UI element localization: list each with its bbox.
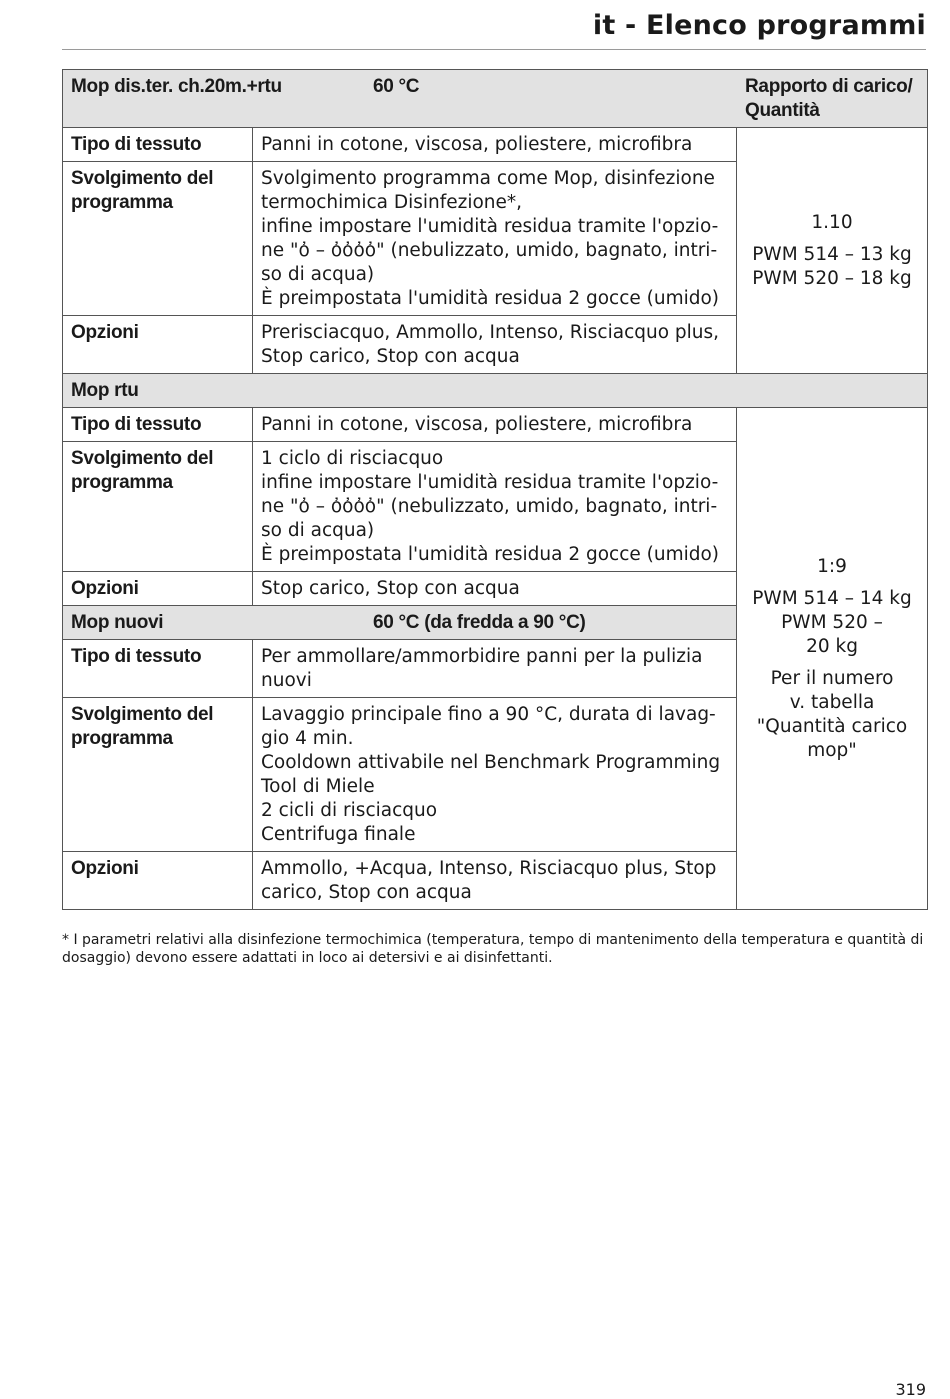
row-label-fabric: Tipo di tessuto <box>63 128 253 162</box>
row-value-fabric: Panni in cotone, viscosa, poliestere, microfibra <box>253 128 737 162</box>
footnote: * I parametri relativi alla disinfezione termochimica (temperatura, tempo di mantenimento della temperatura e quantità di dosaggio) devono essere adattati in loco ai detersivi e ai disinfettanti. <box>62 932 924 966</box>
load-ratio-header: Rapporto di carico/ Quantità <box>745 76 913 121</box>
table-row <box>63 128 928 162</box>
row-value-options: Stop carico, Stop con acqua <box>253 572 737 606</box>
table-row <box>63 408 928 442</box>
row-value-fabric: Per ammollare/ammorbidire panni per la pulizia nuovi <box>253 640 737 698</box>
program-name: Mop dis.ter. ch.20m.+rtu <box>71 76 282 97</box>
program-temperature: 60 °C <box>373 76 420 97</box>
row-value-sequence: Lavaggio principale fino a 90 °C, durata di lavag- gio 4 min. Cooldown attivabile nel Benchmark Programming Tool di Miele 2 cicli di risciacquo Centrifuga finale <box>253 698 737 852</box>
row-label-sequence: Svolgimento del programma <box>63 162 253 316</box>
page-header-title: it - Elenco programmi <box>592 10 926 41</box>
row-value-options: Ammollo, +Acqua, Intenso, Risciacquo plus, Stop carico, Stop con acqua <box>253 852 737 910</box>
program-temperature: 60 °C (da fredda a 90 °C) <box>373 612 586 633</box>
load-capacity: PWM 514 – 13 kg PWM 520 – 18 kg <box>752 244 912 289</box>
row-value-sequence: Svolgimento programma come Mop, disinfezione termochimica Disinfezione*, infine impostare l'umidità residua tramite l'opzio- ne "ὀ – ὀὀὀὀ" (nebulizzato, umido, bagnato, intri- so di acqua) È preimpostata l'umidità residua 2 gocce (umido) <box>253 162 737 316</box>
load-capacity: PWM 514 – 14 kg PWM 520 – 20 kg <box>752 588 912 657</box>
row-label-options: Opzioni <box>63 316 253 374</box>
row-value-options: Prerisciacquo, Ammollo, Intenso, Risciacquo plus, Stop carico, Stop con acqua <box>253 316 737 374</box>
load-cell <box>737 128 928 374</box>
row-label-fabric: Tipo di tessuto <box>63 408 253 442</box>
row-label-options: Opzioni <box>63 572 253 606</box>
row-label-sequence: Svolgimento del programma <box>63 442 253 572</box>
load-note: Per il numero v. tabella "Quantità carico mop" <box>756 668 908 761</box>
row-label-fabric: Tipo di tessuto <box>63 640 253 698</box>
program-header-row <box>63 374 928 408</box>
load-ratio: 1.10 <box>811 212 853 233</box>
program-name: Mop nuovi <box>71 612 164 633</box>
row-label-options: Opzioni <box>63 852 253 910</box>
row-value-fabric: Panni in cotone, viscosa, poliestere, microfibra <box>253 408 737 442</box>
header-divider <box>62 49 926 50</box>
row-value-sequence: 1 ciclo di risciacquo infine impostare l'umidità residua tramite l'opzio- ne "ὀ – ὀὀὀὀ" (nebulizzato, umido, bagnato, intri- so di acqua) È preimpostata l'umidità residua 2 gocce (umido) <box>253 442 737 572</box>
row-label-sequence: Svolgimento del programma <box>63 698 253 852</box>
load-cell <box>737 408 928 910</box>
load-ratio: 1:9 <box>817 556 847 577</box>
program-name: Mop rtu <box>71 380 139 401</box>
page-number: 319 <box>895 1380 926 1399</box>
program-table <box>62 69 928 910</box>
program-header-row <box>63 70 928 128</box>
